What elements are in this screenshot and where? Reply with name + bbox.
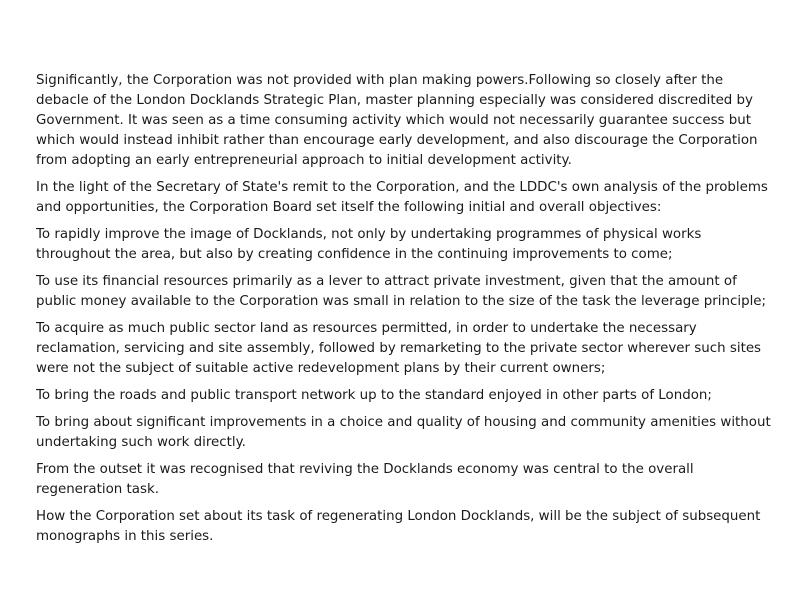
paragraph-objective-leverage: To use its financial resources primarily as a lever to attract private investment, given that the amount of public money available to the Corporation was small in relation to the size of the task the leverage principle; bbox=[36, 274, 767, 309]
paragraph-monographs: How the Corporation set about its task of regenerating London Docklands, will be the subject of subsequent monographs in this series. bbox=[36, 509, 761, 544]
document-body bbox=[36, 71, 772, 554]
paragraph-objective-transport: To bring the roads and public transport network up to the standard enjoyed in other parts of London; bbox=[36, 388, 712, 403]
paragraph-objectives-intro: In the light of the Secretary of State's remit to the Corporation, and the LDDC's own analysis of the problems and opportunities, the Corporation Board set itself the following initial and overall objectives: bbox=[36, 180, 768, 215]
paragraph-objective-land: To acquire as much public sector land as resources permitted, in order to undertake the necessary reclamation, servicing and site assembly, followed by remarketing to the private sector wherever such sites were not the subject of suitable active redevelopment plans by their current owners; bbox=[36, 321, 762, 376]
paragraph-objective-housing: To bring about significant improvements in a choice and quality of housing and community amenities without undertaking such work directly. bbox=[36, 415, 771, 450]
paragraph-objective-image: To rapidly improve the image of Docklands, not only by undertaking programmes of physical works throughout the area, but also by creating confidence in the continuing improvements to come; bbox=[36, 227, 702, 262]
paragraph-plan-making-powers: Significantly, the Corporation was not provided with plan making powers.Following so closely after the debacle of the London Docklands Strategic Plan, master planning especially was considered discredited by Government. It was seen as a time consuming activity which would not necessarily guarantee success but which would instead inhibit rather than encourage early development, and also discourage the Corporation from adopting an early entrepreneurial approach to initial development activity. bbox=[36, 73, 758, 168]
paragraph-economy: From the outset it was recognised that reviving the Docklands economy was central to the overall regeneration task. bbox=[36, 462, 694, 497]
